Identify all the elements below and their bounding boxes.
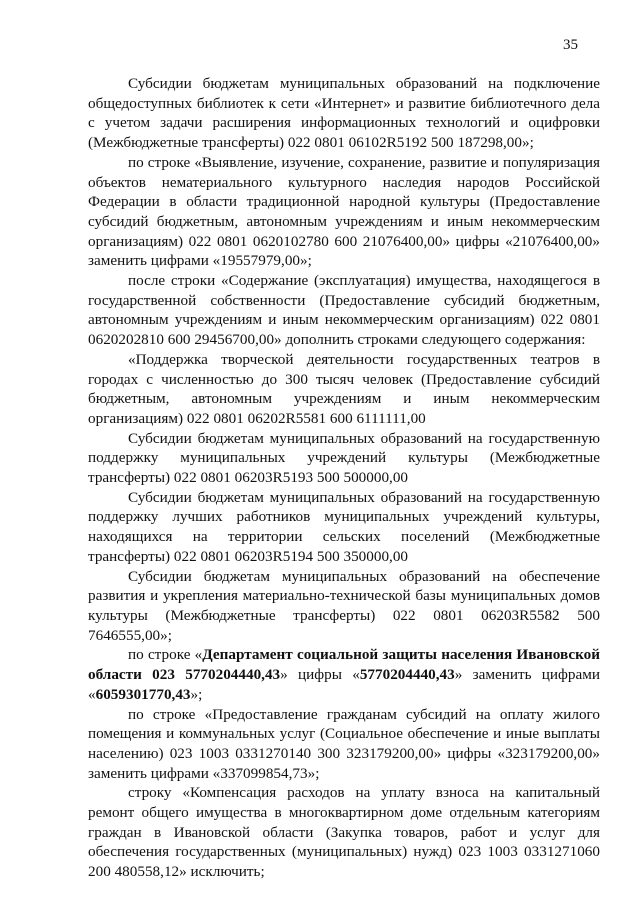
text-run: Субсидии бюджетам муниципальных образований на обеспечение развития и укрепления материально-технической базы муниципальных домов культуры (Межбюджетные трансферты) 022 0801 06203R5582 500 7646555,00»; [88, 567, 600, 644]
text-run: Субсидии бюджетам муниципальных образований на государственную поддержку муниципальных учреждений культуры (Межбюджетные трансферты) 022 0801 06203R5193 500 500000,00 [88, 429, 600, 487]
text-run: после строки «Содержание (эксплуатация) имущества, находящегося в государственной собственности (Предоставление субсидий бюджетным, автономным учреждениям и иным некоммерческим организациям) 022 0801 0620202810 600 29456700,00» дополнить строками следующего содержания: [88, 272, 600, 349]
text-run: по строке «Предоставление гражданам субсидий на оплату жилого помещения и коммунальных услуг (Социальное обеспечение и иные выплаты населению) 023 1003 0331270140 300 323179200,00» цифры «323179200,00» заменить цифрами «337099854,73»; [88, 705, 600, 782]
text-run: по строке « [128, 646, 203, 664]
document-paragraph [88, 705, 600, 784]
document-paragraph [88, 153, 600, 271]
text-run: Субсидии бюджетам муниципальных образований на подключение общедоступных библиотек к сети «Интернет» и развитие библиотечного дела с учетом задачи расширения информационных технологий и оцифровки (Межбюджетные трансферты) 022 0801 06102R5192 500 187298,00»; [88, 75, 600, 152]
document-paragraph [88, 429, 600, 488]
page-number: 35 [563, 37, 578, 53]
text-run: строку «Компенсация расходов на уплату взноса на капитальный ремонт общего имущества в многоквартирном доме отдельным категориям граждан в Ивановской области (Закупка товаров, работ и услуг для обеспечения государственных (муниципальных) нужд) 023 1003 0331271060 200 480558,12» исключить; [88, 784, 600, 881]
document-paragraph [88, 350, 600, 429]
document-body [88, 74, 600, 882]
text-run: по строке «Выявление, изучение, сохранение, развитие и популяризация объектов нематериального культурного наследия народов Российской Федерации в области традиционной народной культуры (Предоставление субсидий бюджетным, автономным учреждениям и иным некоммерческим организациям) 022 0801 0620102780 600 21076400,00» цифры «21076400,00» заменить цифрами «19557979,00»; [88, 153, 600, 270]
bold-text-run: 5770204440,43 [359, 666, 455, 684]
document-paragraph [88, 567, 600, 646]
text-run: «Поддержка творческой деятельности государственных театров в городах с численностью до 300 тысяч человек (Предоставление субсидий бюджетным, автономным учреждениям и иным некоммерческим организациям) 022 0801 06202R5581 600 6111111,00 [88, 350, 600, 427]
bold-text-run: 6059301770,43 [95, 685, 191, 703]
text-run: » цифры « [280, 666, 360, 684]
document-paragraph [88, 645, 600, 704]
document-paragraph [88, 74, 600, 153]
document-paragraph [88, 783, 600, 882]
text-run: »; [190, 685, 203, 703]
document-paragraph [88, 271, 600, 350]
bold-text-run: Департамент социальной защиты населения Ивановской области 023 5770204440,43 [88, 646, 601, 684]
text-run: Субсидии бюджетам муниципальных образований на государственную поддержку лучших работников муниципальных учреждений культуры, находящихся на территории сельских поселений (Межбюджетные трансферты) 022 0801 06203R5194 500 350000,00 [88, 488, 600, 565]
text-run: » заменить цифрами « [88, 666, 600, 703]
document-paragraph [88, 488, 600, 567]
